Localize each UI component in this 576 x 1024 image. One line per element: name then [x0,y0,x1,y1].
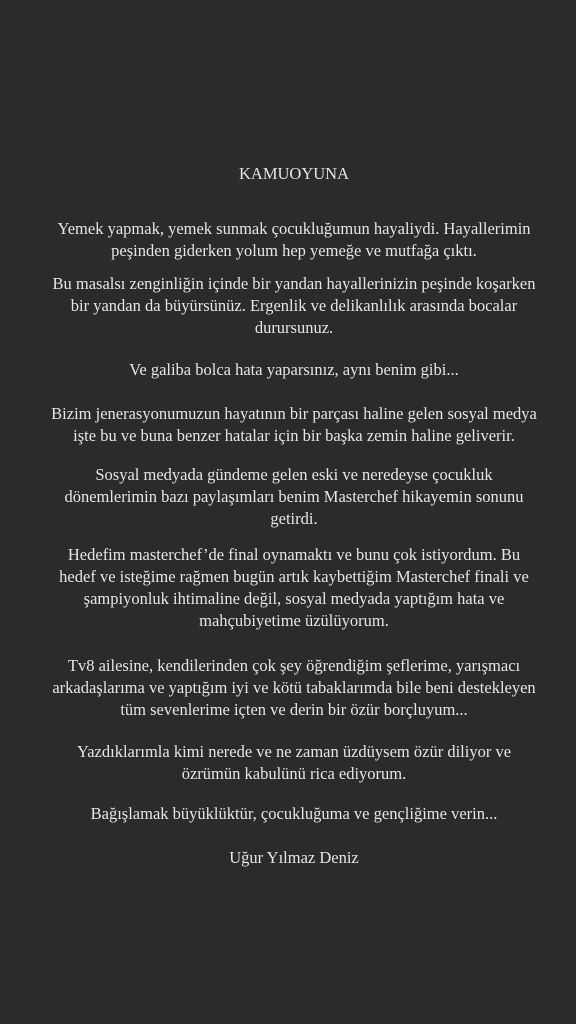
statement-paragraph: Hedefim masterchef’de final oynamaktı ve bunu çok istiyordum. Bu hedef ve isteğime rağmen bugün artık kaybettiğim Masterchef finali ve şampiyonluk ihtimaline değil, sosyal medyada yaptığım hata ve mahçubiyetime üzülüyorum. [59,545,529,630]
statement-paragraph: Tv8 ailesine, kendilerinden çok şey öğrendiğim şeflerime, yarışmacı arkadaşlarıma ve yaptığım iyi ve kötü tabaklarımda bile beni destekleyen tüm sevenlerime içten ve derin bir özür borçluyum... [52,656,536,719]
statement-paragraph: Bağışlamak büyüklüktür, çocukluğuma ve gençliğime verin... [90,804,498,823]
statement-paragraph: Bu masalsı zenginliğin içinde bir yandan hayallerinizin peşinde koşarken bir yandan da büyürsünüz. Ergenlik ve delikanlılık arasında bocalar durursunuz. [52,274,536,337]
statement-paragraph: Ve galiba bolca hata yaparsınız, aynı benim gibi... [129,360,459,379]
statement-title: KAMUOYUNA [239,164,349,183]
statement-signature: Uğur Yılmaz Deniz [229,848,359,867]
statement-paragraph: Sosyal medyada gündeme gelen eski ve neredeyse çocukluk dönemlerimin bazı paylaşımları benim Masterchef hikayemin sonunu getirdi. [64,465,524,528]
statement-paragraph: Yemek yapmak, yemek sunmak çocukluğumun hayaliydi. Hayallerimin peşinden giderken yolum hep yemeğe ve mutfağa çıktı. [57,219,531,260]
statement-paragraph: Bizim jenerasyonumuzun hayatının bir parçası haline gelen sosyal medya işte bu ve buna benzer hatalar için bir başka zemin haline geliverir. [51,404,537,445]
statement-paragraph: Yazdıklarımla kimi nerede ve ne zaman üzdüysem özür diliyor ve özrümün kabulünü rica ediyorum. [76,742,512,783]
